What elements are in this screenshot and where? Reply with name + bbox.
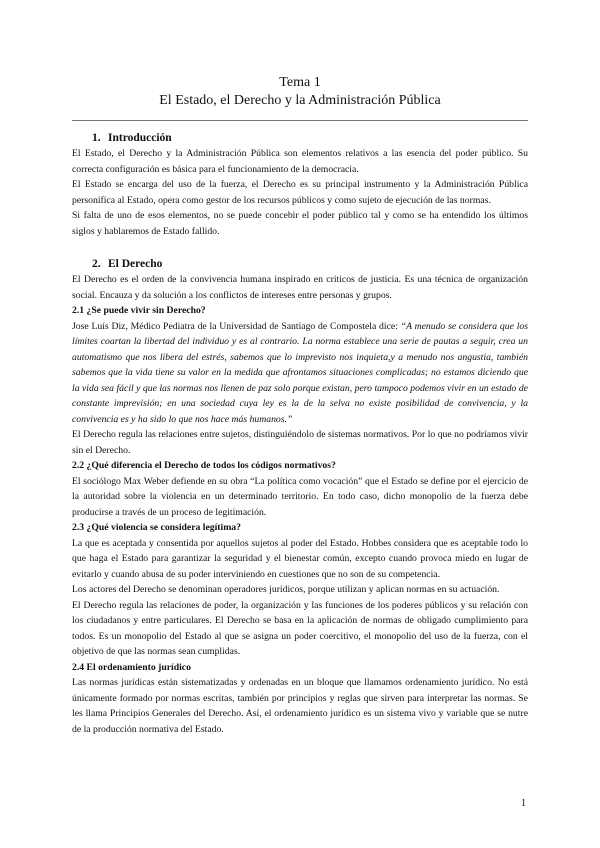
section-1-title: Introducción xyxy=(108,132,172,144)
s1-paragraph: El Estado se encarga del uso de la fuerza, el Derecho es su principal instrumento y la Administración Pública personifica al Estado, opera como gestor de los recursos públicos y como sujeto de ejecución de las normas. xyxy=(72,179,528,206)
section-2-number: 2. xyxy=(92,258,101,270)
subsection-2-3-heading: 2.3 ¿Qué violencia se considera legítima? xyxy=(72,522,241,533)
section-2-heading xyxy=(92,257,528,272)
s2-3-paragraph: Los actores del Derecho se denominan operadores jurídicos, porque utilizan y aplican normas en su actuación. xyxy=(72,584,500,595)
s2-1-paragraph xyxy=(72,319,528,428)
s2-intro: El Derecho es el orden de la convivencia humana inspirado en criticos de justicia. Es una técnica de organización social. Encauza y da solución a los conflictos de intereses entre personas y grupos. xyxy=(72,274,528,301)
subsection-2-1-heading: 2.1 ¿Se puede vivir sin Derecho? xyxy=(72,305,206,316)
section-2-title: El Derecho xyxy=(108,258,163,270)
s1-paragraph: El Estado, el Derecho y la Administración Pública son elementos relativos a las esencia del poder público. Su correcta configuración es básica para el funcionamiento de la democracia. xyxy=(72,148,528,175)
s2-3-paragraph: El Derecho regula las relaciones de poder, la organización y las funciones de los poderes públicos y su relación con los ciudadanos y entre particulares. El Derecho se basa en la aplicación de normas de obligado cumplimiento para todos. Es un monopolio del Estado al que se asigna un poder coercitivo, el monopolio del uso de la fuerza, con el objetivo de que las normas sean cumplidas. xyxy=(72,599,528,657)
subsection-2-4-heading: 2.4 El ordenamiento jurídico xyxy=(72,661,191,673)
s2-2-paragraph: El sociólogo Max Weber defiende en su obra “La política como vocación” que el Estado se define por el ejercicio de la autoridad sobre la violencia en un determinado territorio. En todo caso, dicho monopolio de la fuerza debe producirse a través de un proceso de legitimación. xyxy=(72,475,528,518)
s2-1-after: El Derecho regula las relaciones entre sujetos, distinguiéndolo de sistemas normativos. Por lo que no podríamos vivir sin el Derecho. xyxy=(72,429,528,456)
s2-1-quote: “A menudo se considera que los límites coartan la libertad del individuo y es al contrario. La norma establece una serie de pautas a seguir, crea un automatismo que nos libera del estrés, sabemos que lo imprevisto nos inquieta,y a menudo nos angustia, también sabemos que la vida tiene su valor en la medida que afrontamos situaciones complicadas; no estamos diciendo que la vida sea fácil y que las normas nos llenen de paz solo porque existan, pero tampoco podemos vivir en un estado de constante imprevisión; en una sociedad cuya ley es la de la selva no existe posibilidad de convivencia, y la convivencia es y ha sido lo que nos hace más humanos.” xyxy=(72,320,528,425)
document-page xyxy=(72,0,528,737)
title-line-2: El Estado, el Derecho y la Administración Pública xyxy=(159,93,441,108)
title-line-1: Tema 1 xyxy=(279,75,321,90)
page-number: 1 xyxy=(521,798,526,809)
s2-4-paragraph: Las normas jurídicas están sistematizadas y ordenadas en un bloque que llamamos ordenamiento jurídico. No está únicamente formado por normas escritas, también por principios y reglas que sirven para interpretar las normas. Se les llama Principios Generales del Derecho. Así, el ordenamiento jurídico es un sistema vivo y variable que se nutre de la producción normativa del Estado. xyxy=(72,677,528,735)
s2-3-paragraph: La que es aceptada y consentida por aquellos sujetos al poder del Estado. Hobbes considera que es aceptable todo lo que haga el Estado para garantizar la seguridad y el bienestar común, excepto cuando provoca miedo en lugar de evitarlo y cuando abusa de su poder interviniendo en cuestiones que no son de su competencia. xyxy=(72,537,528,580)
title-divider xyxy=(72,120,528,121)
s1-paragraph: Si falta de uno de esos elementos, no se puede concebir el poder público tal y como se ha entendido los últimos siglos y hablaremos de Estado fallido. xyxy=(72,210,528,237)
section-1-heading xyxy=(92,131,528,146)
s2-1-lead: Jose Luís Diz, Médico Pediatra de la Universidad de Santiago de Compostela dice: xyxy=(72,320,401,332)
document-title xyxy=(72,74,528,110)
section-1-number: 1. xyxy=(92,132,101,144)
subsection-2-2-heading: 2.2 ¿Qué diferencia el Derecho de todos los códigos normativos? xyxy=(72,460,336,471)
